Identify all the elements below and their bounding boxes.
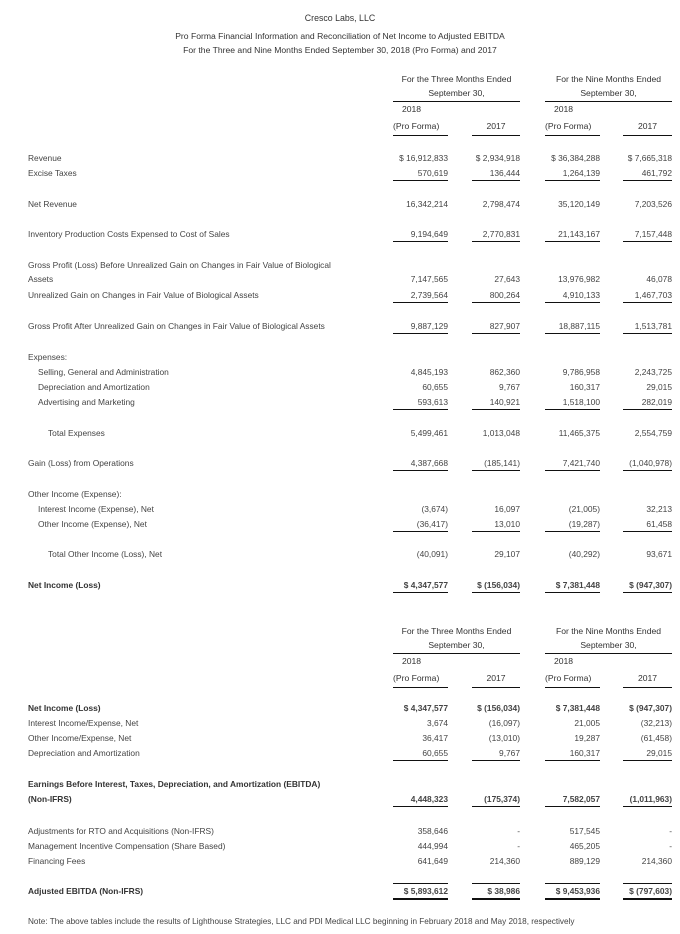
column-group-header-three-months: For the Three Months Ended: [401, 626, 512, 636]
header-underline: [393, 101, 520, 102]
unrealized-gain-value-col4: 1,467,703: [634, 290, 672, 300]
ebitda-total-label-cont: (Non-IFRS): [28, 794, 72, 804]
subtotal-underline: [623, 409, 672, 410]
ebitda-total-label: Earnings Before Interest, Taxes, Depreciation, and Amortization (EBITDA): [28, 779, 321, 789]
adjusted-ebitda-value-col4: $ (797,603): [629, 886, 672, 896]
subtotal-underline: [545, 470, 600, 471]
other-income-value-col2: 13,010: [494, 519, 520, 529]
subtotal-underline: [393, 302, 448, 303]
revenue-value-col2: $ 2,934,918: [475, 153, 520, 163]
net-revenue-value-col2: 2,798,474: [482, 199, 520, 209]
ebitda-other-value-col1: 36,417: [422, 733, 448, 743]
total-double-underline: [472, 898, 520, 900]
management-compensation-value-col4: -: [669, 841, 672, 851]
ebitda-interest-value-col1: 3,674: [427, 718, 448, 728]
column-year-header: 2018: [401, 104, 422, 114]
gross-profit-after-value-col2: 827,907: [489, 321, 520, 331]
column-group-date-nine-months: September 30,: [580, 88, 637, 98]
revenue-value-col3: $ 36,384,288: [551, 153, 600, 163]
ebitda-total-value-col2: (175,374): [484, 794, 520, 804]
excise-taxes-value-col4: 461,792: [641, 168, 672, 178]
ebitda-net-income-value-col2: $ (156,034): [477, 703, 520, 713]
adjusted-ebitda-value-col3: $ 9,453,936: [555, 886, 600, 896]
column-group-date-nine-months: September 30,: [580, 640, 637, 650]
ebitda-other-label: Other Income/Expense, Net: [28, 733, 132, 743]
ebitda-interest-value-col3: 21,005: [574, 718, 600, 728]
ebitda-net-income-label: Net Income (Loss): [28, 703, 101, 713]
net-revenue-value-col3: 35,120,149: [558, 199, 600, 209]
company-name: Cresco Labs, LLC: [304, 13, 376, 23]
header-underline: [545, 687, 600, 688]
gross-profit-after-value-col3: 18,887,115: [558, 321, 600, 331]
gross-profit-before-value-col3: 13,976,982: [558, 274, 600, 284]
subtotal-underline: [545, 760, 600, 761]
net-revenue-value-col4: 7,203,526: [634, 199, 672, 209]
subtotal-underline: [623, 592, 672, 593]
subtotal-underline: [472, 592, 520, 593]
subtotal-underline: [393, 409, 448, 410]
depreciation-label: Depreciation and Amortization: [38, 382, 150, 392]
sga-value-col2: 862,360: [489, 367, 520, 377]
gain-loss-operations-value-col2: (185,141): [484, 458, 520, 468]
subtotal-underline: [623, 470, 672, 471]
column-group-date-three-months: September 30,: [428, 640, 485, 650]
subtotal-overline: [393, 883, 448, 884]
management-compensation-value-col3: 465,205: [569, 841, 600, 851]
subtotal-underline: [393, 470, 448, 471]
interest-income-value-col4: 32,213: [646, 504, 672, 514]
header-underline: [393, 687, 448, 688]
total-other-income-value-col3: (40,292): [568, 549, 600, 559]
depreciation-value-col4: 29,015: [646, 382, 672, 392]
column-year-header: 2017: [637, 121, 658, 131]
management-compensation-value-col2: -: [517, 841, 520, 851]
total-other-income-value-col1: (40,091): [416, 549, 448, 559]
subtotal-underline: [623, 302, 672, 303]
column-year-header: 2017: [637, 673, 658, 683]
header-underline: [393, 653, 520, 654]
gain-loss-operations-value-col4: (1,040,978): [629, 458, 672, 468]
total-expenses-value-col2: 1,013,048: [482, 428, 520, 438]
subtotal-underline: [545, 806, 600, 807]
column-proforma-header: (Pro Forma): [545, 121, 592, 131]
interest-income-value-col1: (3,674): [421, 504, 448, 514]
column-group-date-three-months: September 30,: [428, 88, 485, 98]
header-underline: [472, 135, 520, 136]
gross-profit-before-value-col2: 27,643: [494, 274, 520, 284]
excise-taxes-value-col1: 570,619: [417, 168, 448, 178]
net-income-label: Net Income (Loss): [28, 580, 101, 590]
header-underline: [545, 653, 672, 654]
gross-profit-after-label: Gross Profit After Unrealized Gain on Changes in Fair Value of Biological Assets: [28, 321, 325, 331]
net-revenue-value-col1: 16,342,214: [406, 199, 448, 209]
revenue-value-col4: $ 7,665,318: [627, 153, 672, 163]
interest-income-label: Interest Income (Expense), Net: [38, 504, 154, 514]
gain-loss-operations-value-col1: 4,387,668: [410, 458, 448, 468]
column-proforma-header: (Pro Forma): [393, 121, 440, 131]
sga-label: Selling, General and Administration: [38, 367, 169, 377]
excise-taxes-label: Excise Taxes: [28, 168, 77, 178]
advertising-value-col3: 1,518,100: [562, 397, 600, 407]
total-double-underline: [623, 898, 672, 900]
subtotal-underline: [545, 302, 600, 303]
ebitda-depreciation-value-col3: 160,317: [569, 748, 600, 758]
column-year-header: 2018: [553, 656, 574, 666]
subtotal-underline: [472, 333, 520, 334]
rto-adjustments-value-col2: -: [517, 826, 520, 836]
column-proforma-header: (Pro Forma): [545, 673, 592, 683]
revenue-label: Revenue: [28, 153, 62, 163]
subtotal-underline: [472, 806, 520, 807]
gross-profit-before-label-cont: Assets: [28, 274, 54, 284]
gross-profit-after-value-col4: 1,513,781: [634, 321, 672, 331]
total-expenses-value-col1: 5,499,461: [410, 428, 448, 438]
advertising-value-col2: 140,921: [489, 397, 520, 407]
sga-value-col4: 2,243,725: [634, 367, 672, 377]
inventory-costs-value-col3: 21,143,167: [558, 229, 600, 239]
financing-fees-value-col1: 641,649: [417, 856, 448, 866]
unrealized-gain-value-col3: 4,910,133: [562, 290, 600, 300]
subtotal-overline: [472, 883, 520, 884]
inventory-costs-value-col4: 7,157,448: [634, 229, 672, 239]
depreciation-value-col2: 9,767: [499, 382, 520, 392]
unrealized-gain-value-col1: 2,739,564: [410, 290, 448, 300]
subtotal-underline: [545, 333, 600, 334]
other-income-header-label: Other Income (Expense):: [28, 489, 122, 499]
ebitda-other-value-col2: (13,010): [488, 733, 520, 743]
rto-adjustments-label: Adjustments for RTO and Acquisitions (Non-IFRS): [28, 826, 214, 836]
ebitda-net-income-value-col1: $ 4,347,577: [403, 703, 448, 713]
subtotal-underline: [393, 333, 448, 334]
depreciation-value-col3: 160,317: [569, 382, 600, 392]
column-year-header: 2018: [401, 656, 422, 666]
total-expenses-value-col3: 11,465,375: [558, 428, 600, 438]
subtotal-underline: [623, 760, 672, 761]
ebitda-total-value-col3: 7,582,057: [562, 794, 600, 804]
subtotal-underline: [623, 180, 672, 181]
ebitda-total-value-col4: (1,011,963): [629, 794, 672, 804]
header-underline: [393, 135, 448, 136]
subtotal-underline: [472, 302, 520, 303]
interest-income-value-col3: (21,005): [568, 504, 600, 514]
subtotal-underline: [545, 409, 600, 410]
total-expenses-label: Total Expenses: [48, 428, 105, 438]
subtotal-underline: [545, 180, 600, 181]
other-income-label: Other Income (Expense), Net: [38, 519, 147, 529]
report-subtitle: For the Three and Nine Months Ended September 30, 2018 (Pro Forma) and 2017: [183, 45, 497, 55]
gain-loss-operations-value-col3: 7,421,740: [562, 458, 600, 468]
gross-profit-after-value-col1: 9,887,129: [410, 321, 448, 331]
subtotal-underline: [393, 531, 448, 532]
sga-value-col3: 9,786,958: [562, 367, 600, 377]
net-revenue-label: Net Revenue: [28, 199, 77, 209]
financing-fees-label: Financing Fees: [28, 856, 86, 866]
revenue-value-col1: $ 16,912,833: [399, 153, 448, 163]
subtotal-underline: [472, 760, 520, 761]
ebitda-depreciation-value-col1: 60,655: [422, 748, 448, 758]
total-double-underline: [393, 898, 448, 900]
advertising-label: Advertising and Marketing: [38, 397, 135, 407]
rto-adjustments-value-col1: 358,646: [417, 826, 448, 836]
ebitda-interest-value-col4: (32,213): [640, 718, 672, 728]
unrealized-gain-value-col2: 800,264: [489, 290, 520, 300]
subtotal-underline: [472, 180, 520, 181]
column-group-header-nine-months: For the Nine Months Ended: [555, 626, 662, 636]
inventory-costs-value-col2: 2,770,831: [482, 229, 520, 239]
subtotal-underline: [623, 531, 672, 532]
column-year-header: 2017: [486, 673, 506, 683]
ebitda-other-value-col4: (61,458): [640, 733, 672, 743]
ebitda-interest-label: Interest Income/Expense, Net: [28, 718, 139, 728]
ebitda-depreciation-value-col4: 29,015: [646, 748, 672, 758]
subtotal-overline: [545, 883, 600, 884]
gain-loss-operations-label: Gain (Loss) from Operations: [28, 458, 134, 468]
column-proforma-header: (Pro Forma): [393, 673, 440, 683]
other-income-value-col4: 61,458: [646, 519, 672, 529]
subtotal-underline: [545, 531, 600, 532]
ebitda-interest-value-col2: (16,097): [488, 718, 520, 728]
total-other-income-value-col2: 29,107: [494, 549, 520, 559]
subtotal-underline: [623, 806, 672, 807]
ebitda-net-income-value-col3: $ 7,381,448: [555, 703, 600, 713]
net-income-value-col4: $ (947,307): [629, 580, 672, 590]
subtotal-underline: [545, 241, 600, 242]
sga-value-col1: 4,845,193: [410, 367, 448, 377]
subtotal-underline: [623, 333, 672, 334]
header-underline: [545, 101, 672, 102]
subtotal-underline: [545, 592, 600, 593]
subtotal-underline: [472, 241, 520, 242]
rto-adjustments-value-col3: 517,545: [569, 826, 600, 836]
column-group-header-three-months: For the Three Months Ended: [401, 74, 512, 84]
subtotal-underline: [393, 592, 448, 593]
financing-fees-value-col4: 214,360: [641, 856, 672, 866]
subtotal-underline: [393, 760, 448, 761]
ebitda-total-value-col1: 4,448,323: [410, 794, 448, 804]
interest-income-value-col2: 16,097: [494, 504, 520, 514]
adjusted-ebitda-value-col1: $ 5,893,612: [403, 886, 448, 896]
footnote: Note: The above tables include the results of Lighthouse Strategies, LLC and PDI Medical LLC beginning in February 2018 and May 2018, respectively: [28, 917, 575, 926]
depreciation-value-col1: 60,655: [422, 382, 448, 392]
ebitda-depreciation-value-col2: 9,767: [499, 748, 520, 758]
gross-profit-before-value-col4: 46,078: [646, 274, 672, 284]
ebitda-other-value-col3: 19,287: [574, 733, 600, 743]
net-income-value-col1: $ 4,347,577: [403, 580, 448, 590]
ebitda-depreciation-label: Depreciation and Amortization: [28, 748, 140, 758]
subtotal-underline: [393, 241, 448, 242]
total-double-underline: [545, 898, 600, 900]
subtotal-underline: [472, 470, 520, 471]
total-other-income-value-col4: 93,671: [646, 549, 672, 559]
header-underline: [545, 135, 600, 136]
gross-profit-before-label: Gross Profit (Loss) Before Unrealized Gain on Changes in Fair Value of Biological: [28, 260, 331, 270]
total-expenses-value-col4: 2,554,759: [634, 428, 672, 438]
inventory-costs-value-col1: 9,194,649: [410, 229, 448, 239]
expenses-header-label: Expenses:: [28, 352, 68, 362]
subtotal-overline: [623, 883, 672, 884]
header-underline: [623, 687, 672, 688]
column-year-header: 2017: [486, 121, 506, 131]
inventory-costs-label: Inventory Production Costs Expensed to Cost of Sales: [28, 229, 230, 239]
net-income-value-col3: $ 7,381,448: [555, 580, 600, 590]
advertising-value-col4: 282,019: [641, 397, 672, 407]
report-title: Pro Forma Financial Information and Reconciliation of Net Income to Adjusted EBITDA: [175, 31, 505, 41]
excise-taxes-value-col2: 136,444: [489, 168, 520, 178]
unrealized-gain-label: Unrealized Gain on Changes in Fair Value of Biological Assets: [28, 290, 259, 300]
header-underline: [623, 135, 672, 136]
rto-adjustments-value-col4: -: [669, 826, 672, 836]
subtotal-underline: [623, 241, 672, 242]
other-income-value-col1: (36,417): [416, 519, 448, 529]
net-income-value-col2: $ (156,034): [477, 580, 520, 590]
excise-taxes-value-col3: 1,264,139: [562, 168, 600, 178]
total-other-income-label: Total Other Income (Loss), Net: [48, 549, 163, 559]
management-compensation-value-col1: 444,994: [417, 841, 448, 851]
subtotal-underline: [393, 806, 448, 807]
gross-profit-before-value-col1: 7,147,565: [410, 274, 448, 284]
financing-fees-value-col2: 214,360: [489, 856, 520, 866]
adjusted-ebitda-value-col2: $ 38,986: [487, 886, 520, 896]
header-underline: [472, 687, 520, 688]
other-income-value-col3: (19,287): [568, 519, 600, 529]
ebitda-net-income-value-col4: $ (947,307): [629, 703, 672, 713]
subtotal-underline: [393, 180, 448, 181]
financing-fees-value-col3: 889,129: [569, 856, 600, 866]
adjusted-ebitda-label: Adjusted EBITDA (Non-IFRS): [28, 886, 144, 896]
subtotal-underline: [472, 409, 520, 410]
column-group-header-nine-months: For the Nine Months Ended: [555, 74, 662, 84]
column-year-header: 2018: [553, 104, 574, 114]
advertising-value-col1: 593,613: [417, 397, 448, 407]
subtotal-underline: [472, 531, 520, 532]
management-compensation-label: Management Incentive Compensation (Share Based): [28, 841, 226, 851]
